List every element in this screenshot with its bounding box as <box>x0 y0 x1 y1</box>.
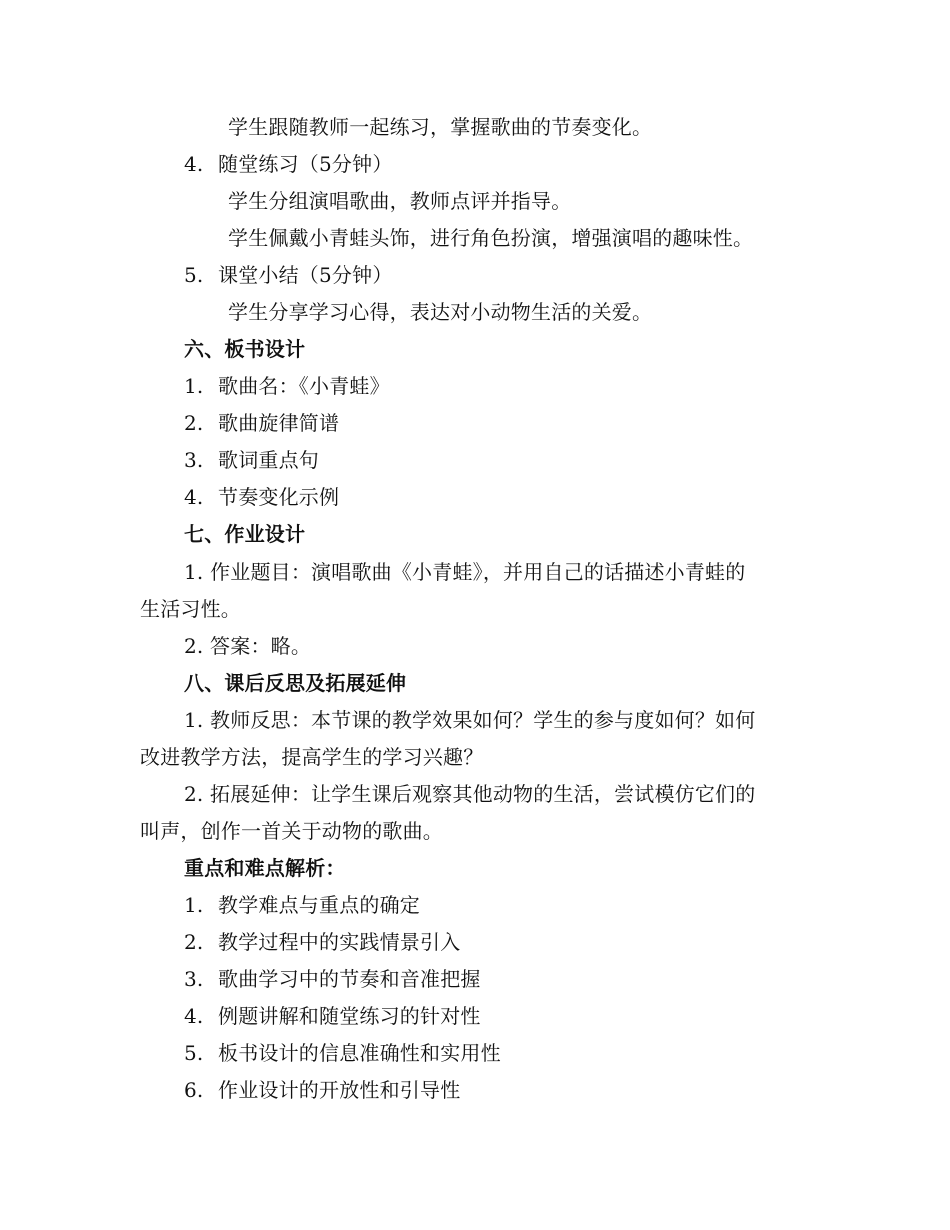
section-7-item-1-line-2: 生活习性。 <box>140 597 241 621</box>
section-6-item-1 <box>184 374 390 398</box>
section-8-heading: 八、课后反思及拓展延伸 <box>184 671 407 695</box>
analysis-item-6 <box>184 1078 460 1102</box>
section-6-item-2 <box>184 411 339 435</box>
analysis-item-3 <box>184 967 481 991</box>
list-number: 2. <box>184 411 204 435</box>
section-7-item-1-line-1: 1. 作业题目：演唱歌曲《小青蛙》，并用自己的话描述小青蛙的 <box>184 560 746 584</box>
step-5-number: 5. <box>184 263 204 287</box>
section-6-heading: 六、板书设计 <box>184 337 306 361</box>
analysis-item-5 <box>184 1041 501 1065</box>
list-number: 2. <box>184 930 204 954</box>
list-text: 教学过程中的实践情景引入 <box>218 930 461 954</box>
section-7-item-2: 2. 答案：略。 <box>184 634 312 658</box>
section-7-heading: 七、作业设计 <box>184 522 306 546</box>
list-number: 1. <box>184 893 204 917</box>
list-number: 5. <box>184 1041 204 1065</box>
step-5-title-text: 课堂小结（5分钟） <box>218 263 393 287</box>
step-4-title <box>184 152 393 176</box>
process-practice-line: 学生跟随教师一起练习，掌握歌曲的节奏变化。 <box>228 115 653 139</box>
analysis-heading: 重点和难点解析： <box>184 856 346 880</box>
analysis-item-2 <box>184 930 460 954</box>
list-number: 1. <box>184 374 204 398</box>
step-4-line-1: 学生分组演唱歌曲，教师点评并指导。 <box>228 189 572 213</box>
section-8-item-2-line-2: 叫声，创作一首关于动物的歌曲。 <box>140 819 443 843</box>
list-text: 歌曲旋律简谱 <box>218 411 340 435</box>
analysis-item-4 <box>184 1004 481 1028</box>
list-text: 歌曲学习中的节奏和音准把握 <box>218 967 481 991</box>
section-8-item-1-line-2: 改进教学方法，提高学生的学习兴趣？ <box>140 745 484 769</box>
list-text: 节奏变化示例 <box>218 485 340 509</box>
list-number: 6. <box>184 1078 204 1102</box>
section-6-item-4 <box>184 485 339 509</box>
list-text: 作业设计的开放性和引导性 <box>218 1078 461 1102</box>
step-4-title-text: 随堂练习（5分钟） <box>218 152 393 176</box>
step-5-line-1: 学生分享学习心得，表达对小动物生活的关爱。 <box>228 300 653 324</box>
section-8-item-1-line-1: 1. 教师反思：本节课的教学效果如何？学生的参与度如何？如何 <box>184 708 756 732</box>
section-8-item-2-line-1: 2. 拓展延伸：让学生课后观察其他动物的生活，尝试模仿它们的 <box>184 782 756 806</box>
step-5-title <box>184 263 393 287</box>
list-text: 板书设计的信息准确性和实用性 <box>218 1041 501 1065</box>
section-6-item-3 <box>184 448 319 472</box>
analysis-item-1 <box>184 893 420 917</box>
list-text: 歌曲名：《小青蛙》 <box>218 374 390 398</box>
list-number: 4. <box>184 485 204 509</box>
step-4-line-2: 学生佩戴小青蛙头饰，进行角色扮演，增强演唱的趣味性。 <box>228 226 754 250</box>
list-text: 教学难点与重点的确定 <box>218 893 420 917</box>
list-number: 4. <box>184 1004 204 1028</box>
step-4-number: 4. <box>184 152 204 176</box>
list-number: 3. <box>184 967 204 991</box>
list-number: 3. <box>184 448 204 472</box>
list-text: 例题讲解和随堂练习的针对性 <box>218 1004 481 1028</box>
list-text: 歌词重点句 <box>218 448 319 472</box>
